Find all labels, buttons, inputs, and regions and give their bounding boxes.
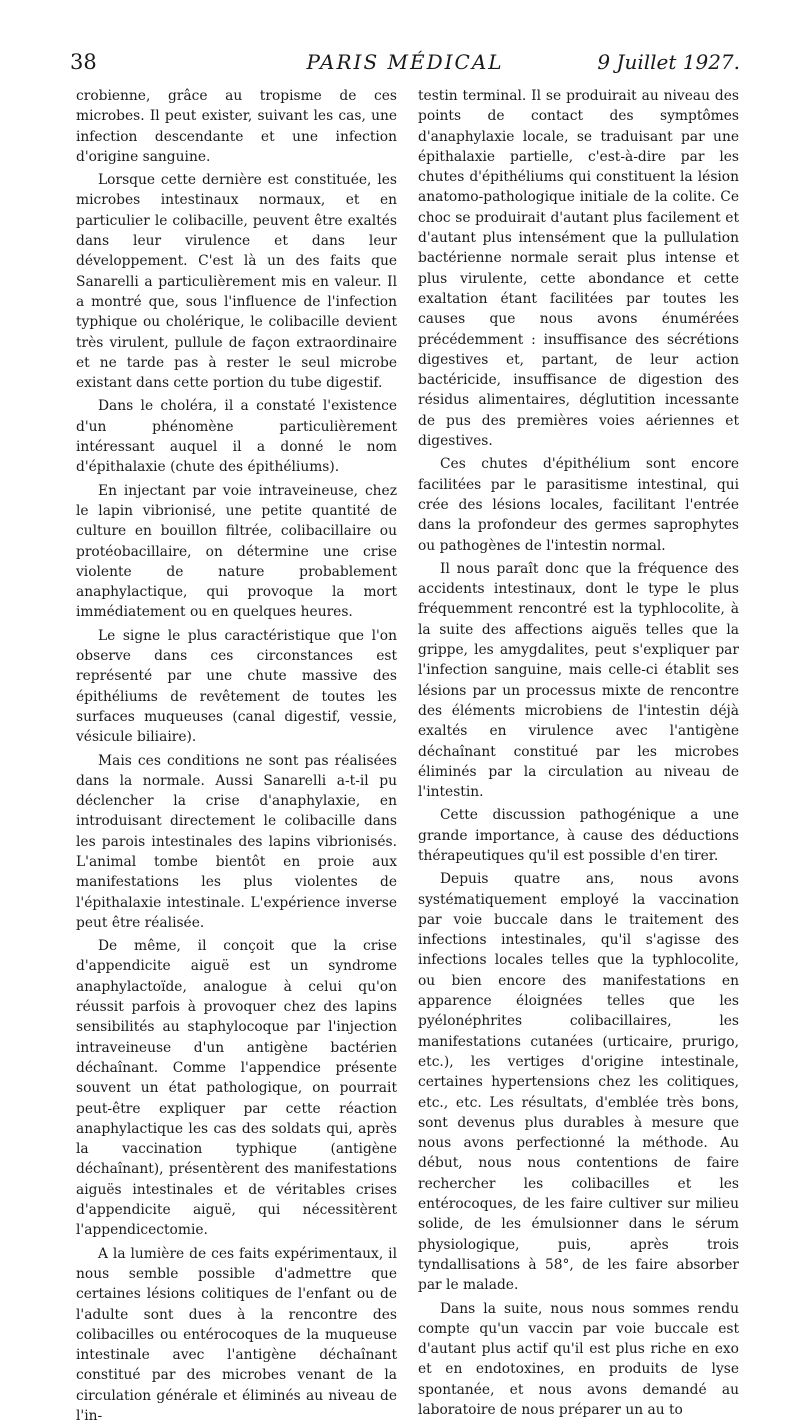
paragraph: A la lumière de ces faits expérimentaux, il nous semble possible d'admettre que certaines lésions colitiques de l'enfant ou de l'adulte sont dues à la rencontre des colibacilles ou entérocoques de la muqueuse intestinale avec l'antigène déchaînant constitué par des microbes venant de la circulation générale et éliminés au niveau de l'in- xyxy=(76,1245,397,1424)
paragraph: Depuis quatre ans, nous avons systématiquement employé la vaccination par voie buccale dans le traitement des infections intestinales, qu'il s'agisse des infections locales telles que la typhlocolite, ou bien encore des manifestations en apparence éloignées telles que les pyélonéphrites colibacillaires, les manifestations cutanées (urticaire, prurigo, etc.), les vertiges d'origine intestinale, certaines hypertensions chez les colitiques, etc., etc. Les résultats, d'emblée très bons, sont devenus plus durables à mesure que nous avons perfectionné la méthode. Au début, nous nous contentions de faire rechercher les colibacilles et les entérocoques, de les faire cultiver sur milieu solide, de les émulsionner dans le sérum physiologique, puis, après trois tyndallisations à 58°, de les faire absorber par le malade. xyxy=(418,871,739,1294)
paragraph: crobienne, grâce au tropisme de ces microbes. Il peut exister, suivant les cas, une infection descendante et une infection d'origine sanguine. xyxy=(76,88,397,165)
paragraph: Il nous paraît donc que la fréquence des accidents intestinaux, dont le type le plus fréquemment rencontré est la typhlocolite, à la suite des affections aiguës telles que la grippe, les amygdalites, peut s'expliquer par l'infection sanguine, mais celle-ci établit ses lésions par un processus mixte de rencontre des éléments microbiens de l'intestin déjà exaltés en virulence avec l'antigène déchaînant constitué par les microbes éliminés par la circulation au niveau de l'intestin. xyxy=(418,560,739,801)
running-header xyxy=(70,50,740,80)
paragraph: Dans le choléra, il a constaté l'existence d'un phénomène particulièrement intéressant auquel il a donné le nom d'épithalaxie (chute des épithéliums). xyxy=(76,398,397,476)
left-column xyxy=(76,86,397,1426)
journal-title: PARIS MÉDICAL xyxy=(306,50,504,74)
issue-date: 9 Juillet 1927. xyxy=(597,50,740,74)
paragraph: Le signe le plus caractéristique que l'on observe dans ces circonstances est représenté par une chute massive des épithéliums de revêtement de toutes les surfaces muqueuses (canal digestif, vessie, vésicule biliaire). xyxy=(76,627,397,746)
paragraph: testin terminal. Il se produirait au niveau des points de contact des symptômes d'anaphylaxie locale, se traduisant par une épithalaxie partielle, c'est-à-dire par les chutes d'épithéliums qui constituent la lésion anatomo-pathologique initiale de la colite. Ce choc se produirait d'autant plus facilement et d'autant plus intensément que la pullulation bactérienne normale serait plus intense et plus virulente, cette abondance et cette exaltation étant facilitées par toutes les causes que nous avons énumérées précédemment : insuffisance des sécrétions digestives et, partant, de leur action bactéricide, insuffisance de digestion des résidus alimentaires, déglutition incessante de pus des premières voies aériennes et digestives. xyxy=(418,88,739,450)
paragraph: Ces chutes d'épithélium sont encore facilitées par le parasitisme intestinal, qui crée des lésions locales, facilitant l'entrée dans la profondeur des germes saprophytes ou pathogènes de l'intestin normal. xyxy=(418,456,739,554)
page-number: 38 xyxy=(70,50,97,74)
right-column xyxy=(418,86,739,1420)
paragraph: Cette discussion pathogénique a une grande importance, à cause des déductions thérapeutiques qu'il est possible d'en tirer. xyxy=(418,807,739,864)
paragraph: Dans la suite, nous nous sommes rendu compte qu'un vaccin par voie buccale est d'autant plus actif qu'il est plus riche en exo et en endotoxines, en produits de lyse spontanée, et nous avons demandé au laboratoire de nous préparer un au to xyxy=(418,1300,739,1418)
paragraph: De même, il conçoit que la crise d'appendicite aiguë est un syndrome anaphylactoïde, analogue à celui qu'on réussit parfois à provoquer chez des lapins sensibilités au staphylocoque par l'injection intraveineuse d'un antigène bactérien déchaînant. Comme l'appendice présente souvent un état pathologique, on pourrait peut-être expliquer par cette réaction anaphylactique les cas des soldats qui, après la vaccination typhique (antigène déchaînant), présentèrent des manifestations aiguës intestinales et de véritables crises d'appendicite aiguë, qui nécessitèrent l'appendicectomie. xyxy=(76,938,397,1239)
paragraph: Lorsque cette dernière est constituée, les microbes intestinaux normaux, et en particulier le colibacille, peuvent être exaltés dans leur virulence et dans leur développement. C'est là un des faits que Sanarelli a particulièrement mis en valeur. Il a montré que, sous l'influence de l'infection typhique ou cholérique, le colibacille devient très virulent, pullule de façon extraordinaire et ne tarde pas à rester le seul microbe existant dans cette portion du tube digestif. xyxy=(76,172,397,392)
paragraph: En injectant par voie intraveineuse, chez le lapin vibrionisé, une petite quantité de culture en bouillon filtrée, colibacillaire ou protéobacillaire, on détermine une crise violente de nature probablement anaphylactique, qui provoque la mort immédiatement ou en quelques heures. xyxy=(76,482,397,621)
paragraph: Mais ces conditions ne sont pas réalisées dans la normale. Aussi Sanarelli a-t-il pu déclencher la crise d'anaphylaxie, en introduisant directement le colibacille dans les parois intestinales des lapins vibrionisés. L'animal tombe bientôt en proie aux manifestations les plus violentes de l'épithalaxie intestinale. L'expérience inverse peut être réalisée. xyxy=(76,752,397,931)
